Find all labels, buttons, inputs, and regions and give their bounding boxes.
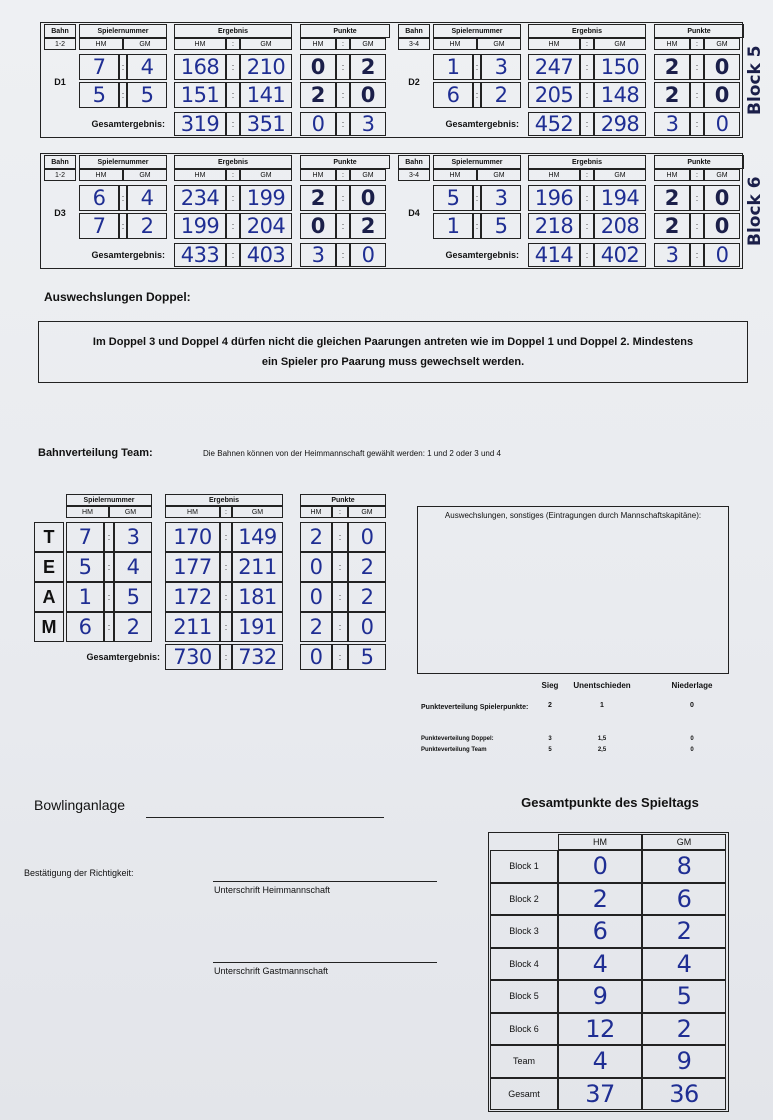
gp-gm-value: 5 — [642, 980, 726, 1013]
team-sp-gm-header: GM — [109, 506, 152, 518]
result-gm: 204 — [240, 213, 292, 239]
spielernummer-header: Spielernummer — [79, 24, 167, 38]
gesamtergebnis-label: Gesamtergebnis: — [445, 250, 519, 260]
result-colon: : — [226, 54, 240, 80]
pv-value: 1,5 — [597, 736, 607, 742]
team-total-points-colon: : — [332, 644, 348, 670]
team-player-hm: 1 — [66, 582, 104, 612]
team-letter: E — [34, 552, 64, 582]
gp-hm-value: 2 — [558, 883, 642, 916]
notice-line1: Im Doppel 3 und Doppel 4 dürfen nicht die gleichen Paarungen antreten wie im Doppel 1 und Doppel 2. Mindestens — [92, 336, 694, 348]
pk-colon-header: : — [336, 38, 350, 50]
team-points-colon: : — [332, 552, 348, 582]
player-colon: : — [119, 54, 127, 80]
result-gm: 194 — [594, 185, 646, 211]
team-total-result-colon: : — [220, 644, 232, 670]
points-hm: 2 — [654, 185, 690, 211]
signature-label-gast: Unterschrift Gastmannschaft — [214, 966, 329, 976]
auswechslungen-title: Auswechslungen Doppel: — [44, 290, 191, 304]
player-colon: : — [119, 213, 127, 239]
team-points-gm: 0 — [348, 612, 386, 642]
result-gm: 150 — [594, 54, 646, 80]
result-hm: 196 — [528, 185, 580, 211]
team-points-hm: 0 — [300, 552, 332, 582]
erg-colon-header: : — [580, 38, 594, 50]
points-hm: 0 — [300, 54, 336, 80]
player-colon: : — [473, 185, 481, 211]
erg-gm-header: GM — [240, 38, 292, 50]
result-hm: 168 — [174, 54, 226, 80]
pk-hm-header: HM — [654, 169, 690, 181]
team-player-colon: : — [104, 612, 114, 642]
player-number-gm: 3 — [481, 54, 521, 80]
bahnverteilung-note: Die Bahnen können von der Heimmannschaft gewählt werden: 1 und 2 oder 3 und 4 — [203, 448, 501, 458]
bowlinganlage-line — [146, 817, 384, 818]
points-hm: 2 — [300, 82, 336, 108]
player-number-hm: 1 — [433, 54, 473, 80]
player-number-hm: 5 — [433, 185, 473, 211]
points-colon: : — [336, 82, 350, 108]
pv-value: 1 — [600, 701, 604, 709]
points-colon: : — [336, 54, 350, 80]
erg-colon-header: : — [580, 169, 594, 181]
result-gm: 148 — [594, 82, 646, 108]
punkte-header: Punkte — [654, 155, 744, 169]
block-label: Block 6 — [745, 176, 765, 246]
pv-header: Unentschieden — [573, 680, 631, 690]
team-result-hm: 177 — [165, 552, 220, 582]
pk-colon-header: : — [690, 38, 704, 50]
team-letter: A — [34, 582, 64, 612]
points-colon: : — [690, 54, 704, 80]
gp-hm-value: 0 — [558, 850, 642, 883]
gp-row-label: Block 4 — [490, 948, 558, 981]
result-hm: 234 — [174, 185, 226, 211]
total-result-hm: 452 — [528, 112, 580, 136]
pk-gm-header: GM — [350, 38, 386, 50]
pv-row-label: Punkteverteilung Doppel: — [421, 736, 494, 742]
result-hm: 199 — [174, 213, 226, 239]
signature-label-heim: Unterschrift Heimmannschaft — [214, 885, 331, 895]
erg-hm-header: HM — [174, 169, 226, 181]
doppel-label: D3 — [54, 208, 66, 218]
pv-value: 5 — [548, 747, 552, 753]
sp-hm-header: HM — [79, 38, 123, 50]
team-result-gm: 191 — [232, 612, 283, 642]
bowlinganlage-label: Bowlinganlage — [34, 797, 126, 813]
pv-row-label: Punkteverteilung Spielerpunkte: — [421, 703, 529, 711]
team-erg-gm-header: GM — [232, 506, 283, 518]
total-result-colon: : — [226, 112, 240, 136]
player-colon: : — [119, 185, 127, 211]
team-points-hm: 2 — [300, 612, 332, 642]
sp-hm-header: HM — [433, 38, 477, 50]
team-pk-hm-header: HM — [300, 506, 332, 518]
team-player-gm: 4 — [114, 552, 152, 582]
result-colon: : — [580, 54, 594, 80]
player-number-gm: 3 — [481, 185, 521, 211]
player-number-gm: 2 — [481, 82, 521, 108]
gp-hm-value: 9 — [558, 980, 642, 1013]
points-gm: 0 — [704, 82, 740, 108]
punkte-header: Punkte — [654, 24, 744, 38]
total-points-colon: : — [336, 112, 350, 136]
team-result-gm: 211 — [232, 552, 283, 582]
pv-value: 3 — [548, 736, 552, 742]
erg-hm-header: HM — [528, 38, 580, 50]
gp-gm-value: 8 — [642, 850, 726, 883]
gp-row-label: Block 5 — [490, 980, 558, 1013]
team-player-hm: 5 — [66, 552, 104, 582]
bahn-value: 3-4 — [398, 169, 430, 181]
team-result-colon: : — [220, 522, 232, 552]
sp-gm-header: GM — [123, 169, 167, 181]
team-player-gm: 2 — [114, 612, 152, 642]
doppel-label: D2 — [408, 77, 420, 87]
team-erg-hm-header: HM — [165, 506, 220, 518]
team-letter: T — [34, 522, 64, 552]
points-gm: 0 — [704, 54, 740, 80]
team-total-result-hm: 730 — [165, 644, 220, 670]
team-points-gm: 0 — [348, 522, 386, 552]
points-gm: 0 — [350, 185, 386, 211]
total-points-hm: 3 — [654, 112, 690, 136]
total-points-hm: 3 — [300, 243, 336, 267]
gp-row-label: Block 6 — [490, 1013, 558, 1046]
doppel-label: D1 — [54, 77, 66, 87]
total-points-hm: 0 — [300, 112, 336, 136]
player-colon: : — [119, 82, 127, 108]
points-hm: 2 — [654, 213, 690, 239]
team-total-points-gm: 5 — [348, 644, 386, 670]
erg-gm-header: GM — [594, 38, 646, 50]
ergebnis-header: Ergebnis — [528, 155, 646, 169]
gp-gm-header: GM — [642, 834, 726, 850]
points-gm: 2 — [350, 213, 386, 239]
gp-row-label: Team — [490, 1045, 558, 1078]
team-total-result-gm: 732 — [232, 644, 283, 670]
pv-header: Niederlage — [671, 680, 713, 690]
bahn-value: 1-2 — [44, 38, 76, 50]
total-result-colon: : — [580, 112, 594, 136]
player-colon: : — [473, 54, 481, 80]
total-points-hm: 3 — [654, 243, 690, 267]
gp-gm-value: 2 — [642, 915, 726, 948]
team-points-gm: 2 — [348, 552, 386, 582]
erg-hm-header: HM — [174, 38, 226, 50]
team-sp-header: Spielernummer — [66, 494, 152, 506]
player-number-hm: 5 — [79, 82, 119, 108]
gp-gm-value: 9 — [642, 1045, 726, 1078]
gesamtpunkte-title: Gesamtpunkte des Spieltags — [521, 794, 699, 810]
team-erg-header: Ergebnis — [165, 494, 283, 506]
result-gm: 141 — [240, 82, 292, 108]
points-hm: 2 — [654, 54, 690, 80]
player-number-hm: 6 — [79, 185, 119, 211]
gesamtergebnis-label: Gesamtergebnis: — [445, 119, 519, 129]
total-result-gm: 351 — [240, 112, 292, 136]
punkte-header: Punkte — [300, 155, 390, 169]
team-result-colon: : — [220, 552, 232, 582]
team-result-gm: 181 — [232, 582, 283, 612]
pk-gm-header: GM — [704, 38, 740, 50]
spielernummer-header: Spielernummer — [433, 155, 521, 169]
player-number-gm: 4 — [127, 54, 167, 80]
total-points-gm: 0 — [704, 243, 740, 267]
result-gm: 208 — [594, 213, 646, 239]
result-colon: : — [226, 82, 240, 108]
gp-hm-value: 4 — [558, 1045, 642, 1078]
points-colon: : — [336, 185, 350, 211]
team-pk-gm-header: GM — [348, 506, 386, 518]
result-colon: : — [226, 185, 240, 211]
result-hm: 247 — [528, 54, 580, 80]
gp-hm-header: HM — [558, 834, 642, 850]
points-colon: : — [690, 185, 704, 211]
punkte-header: Punkte — [300, 24, 390, 38]
gp-gm-value: 36 — [642, 1078, 726, 1111]
points-hm: 2 — [654, 82, 690, 108]
points-gm: 0 — [350, 82, 386, 108]
team-letter: M — [34, 612, 64, 642]
points-hm: 0 — [300, 213, 336, 239]
gp-gm-value: 2 — [642, 1013, 726, 1046]
pv-row-label: Punkteverteilung Team — [421, 747, 487, 753]
spielernummer-header: Spielernummer — [79, 155, 167, 169]
sp-gm-header: GM — [477, 38, 521, 50]
player-colon: : — [473, 213, 481, 239]
team-player-colon: : — [104, 552, 114, 582]
sp-hm-header: HM — [79, 169, 123, 181]
total-result-gm: 298 — [594, 112, 646, 136]
block-label: Block 5 — [745, 45, 765, 115]
team-points-colon: : — [332, 582, 348, 612]
points-colon: : — [336, 213, 350, 239]
points-colon: : — [690, 213, 704, 239]
pk-gm-header: GM — [350, 169, 386, 181]
spielernummer-header: Spielernummer — [433, 24, 521, 38]
remarks-title: Auswechslungen, sonstiges (Eintragungen durch Mannschaftskapitäne): — [444, 510, 702, 520]
player-number-gm: 5 — [127, 82, 167, 108]
gp-row-label: Block 1 — [490, 850, 558, 883]
result-gm: 210 — [240, 54, 292, 80]
team-result-hm: 172 — [165, 582, 220, 612]
team-erg-colon-header: : — [220, 506, 232, 518]
pk-hm-header: HM — [654, 38, 690, 50]
gp-row-label: Gesamt — [490, 1078, 558, 1111]
pk-hm-header: HM — [300, 169, 336, 181]
team-player-hm: 7 — [66, 522, 104, 552]
total-result-colon: : — [580, 243, 594, 267]
player-number-gm: 2 — [127, 213, 167, 239]
team-player-gm: 3 — [114, 522, 152, 552]
total-points-gm: 3 — [350, 112, 386, 136]
team-player-gm: 5 — [114, 582, 152, 612]
team-result-hm: 211 — [165, 612, 220, 642]
team-result-hm: 170 — [165, 522, 220, 552]
gesamtergebnis-label: Gesamtergebnis: — [91, 119, 165, 129]
points-gm: 0 — [704, 185, 740, 211]
team-result-colon: : — [220, 612, 232, 642]
gp-hm-value: 12 — [558, 1013, 642, 1046]
sp-gm-header: GM — [477, 169, 521, 181]
player-number-hm: 6 — [433, 82, 473, 108]
notice-box — [38, 321, 748, 383]
points-hm: 2 — [300, 185, 336, 211]
bahn-header: Bahn — [398, 155, 430, 169]
bahn-value: 1-2 — [44, 169, 76, 181]
doppel-label: D4 — [408, 208, 420, 218]
gp-hm-value: 4 — [558, 948, 642, 981]
team-player-hm: 6 — [66, 612, 104, 642]
erg-gm-header: GM — [594, 169, 646, 181]
team-pk-colon-header: : — [332, 506, 348, 518]
remarks-box[interactable] — [417, 506, 729, 674]
points-gm: 2 — [350, 54, 386, 80]
gp-hm-value: 37 — [558, 1078, 642, 1111]
team-points-colon: : — [332, 612, 348, 642]
pv-value: 0 — [690, 747, 694, 753]
team-gesamtergebnis-label: Gesamtergebnis: — [86, 652, 160, 662]
result-colon: : — [580, 82, 594, 108]
total-points-colon: : — [336, 243, 350, 267]
player-number-hm: 7 — [79, 54, 119, 80]
signature-line-gast — [213, 962, 437, 963]
bahn-header: Bahn — [398, 24, 430, 38]
total-result-hm: 433 — [174, 243, 226, 267]
team-player-colon: : — [104, 522, 114, 552]
pk-gm-header: GM — [704, 169, 740, 181]
pk-hm-header: HM — [300, 38, 336, 50]
bahn-header: Bahn — [44, 24, 76, 38]
sp-hm-header: HM — [433, 169, 477, 181]
team-points-hm: 2 — [300, 522, 332, 552]
total-points-colon: : — [690, 243, 704, 267]
total-points-colon: : — [690, 112, 704, 136]
gp-row-label: Block 2 — [490, 883, 558, 916]
total-result-hm: 414 — [528, 243, 580, 267]
result-hm: 218 — [528, 213, 580, 239]
player-number-hm: 1 — [433, 213, 473, 239]
notice-line2: ein Spieler pro Paarung muss gewechselt werden. — [261, 356, 525, 368]
total-result-gm: 403 — [240, 243, 292, 267]
total-result-colon: : — [226, 243, 240, 267]
pv-value: 2,5 — [597, 747, 607, 753]
result-gm: 199 — [240, 185, 292, 211]
player-number-hm: 7 — [79, 213, 119, 239]
total-points-gm: 0 — [704, 112, 740, 136]
erg-hm-header: HM — [528, 169, 580, 181]
bahn-header: Bahn — [44, 155, 76, 169]
points-gm: 0 — [704, 213, 740, 239]
result-hm: 205 — [528, 82, 580, 108]
ergebnis-header: Ergebnis — [174, 155, 292, 169]
erg-colon-header: : — [226, 169, 240, 181]
result-hm: 151 — [174, 82, 226, 108]
team-player-colon: : — [104, 582, 114, 612]
gp-hm-value: 6 — [558, 915, 642, 948]
ergebnis-header: Ergebnis — [528, 24, 646, 38]
total-result-hm: 319 — [174, 112, 226, 136]
team-points-colon: : — [332, 522, 348, 552]
result-colon: : — [226, 213, 240, 239]
pv-header: Sieg — [541, 680, 559, 690]
pv-value: 0 — [690, 701, 694, 709]
team-total-points-hm: 0 — [300, 644, 332, 670]
bestaetigung-label: Bestätigung der Richtigkeit: — [24, 868, 134, 878]
team-sp-hm-header: HM — [66, 506, 109, 518]
gp-row-label: Block 3 — [490, 915, 558, 948]
pk-colon-header: : — [336, 169, 350, 181]
bahnverteilung-title: Bahnverteilung Team: — [38, 447, 153, 459]
erg-colon-header: : — [226, 38, 240, 50]
ergebnis-header: Ergebnis — [174, 24, 292, 38]
result-colon: : — [580, 213, 594, 239]
team-result-colon: : — [220, 582, 232, 612]
team-result-gm: 149 — [232, 522, 283, 552]
pk-colon-header: : — [690, 169, 704, 181]
player-number-gm: 4 — [127, 185, 167, 211]
gp-gm-value: 6 — [642, 883, 726, 916]
total-result-gm: 402 — [594, 243, 646, 267]
gp-gm-value: 4 — [642, 948, 726, 981]
erg-gm-header: GM — [240, 169, 292, 181]
total-points-gm: 0 — [350, 243, 386, 267]
team-points-gm: 2 — [348, 582, 386, 612]
points-colon: : — [690, 82, 704, 108]
team-pk-header: Punkte — [300, 494, 386, 506]
pv-value: 2 — [548, 701, 552, 709]
team-points-hm: 0 — [300, 582, 332, 612]
signature-line-heim — [213, 881, 437, 882]
bahn-value: 3-4 — [398, 38, 430, 50]
gesamtergebnis-label: Gesamtergebnis: — [91, 250, 165, 260]
pv-value: 0 — [690, 736, 694, 742]
player-colon: : — [473, 82, 481, 108]
result-colon: : — [580, 185, 594, 211]
player-number-gm: 5 — [481, 213, 521, 239]
sp-gm-header: GM — [123, 38, 167, 50]
